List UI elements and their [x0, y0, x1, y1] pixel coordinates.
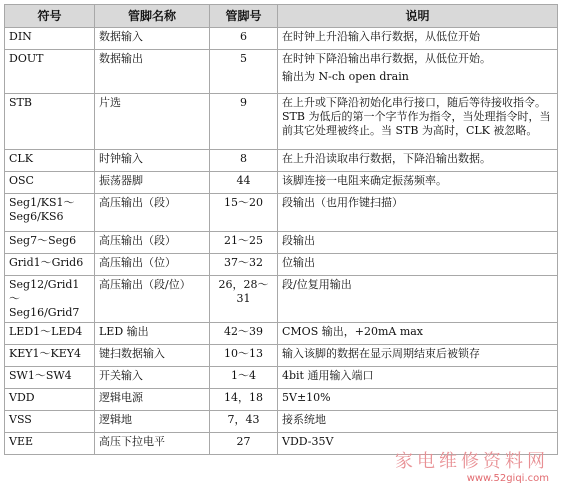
description-line: 段输出（也用作键扫描） [282, 196, 403, 209]
pin-name-cell: 高压输出（段） [95, 232, 210, 254]
table-row [5, 194, 558, 232]
pin-name-cell: 时钟输入 [95, 150, 210, 172]
pin-name-cell: 高压下拉电平 [95, 433, 210, 455]
pin-number-cell: 5 [210, 50, 278, 94]
description-line: 位输出 [282, 256, 315, 269]
symbol-cell: SW1～SW4 [5, 367, 95, 389]
description-line: 5V±10% [282, 391, 331, 404]
description-cell [278, 411, 558, 433]
pin-number-cell: 6 [210, 28, 278, 50]
symbol-cell: Grid1～Grid6 [5, 254, 95, 276]
description-cell [278, 254, 558, 276]
pin-name-cell: 片选 [95, 94, 210, 150]
pin-name-cell: 数据输出 [95, 50, 210, 94]
pin-name-cell: 逻辑地 [95, 411, 210, 433]
watermark-url: www.52giqi.com [466, 473, 549, 484]
description-line: 4bit 通用输入端口 [282, 369, 374, 382]
symbol-cell: Seg7～Seg6 [5, 232, 95, 254]
pin-number-cell: 14，18 [210, 389, 278, 411]
table-row [5, 94, 558, 150]
description-cell [278, 276, 558, 323]
pin-name-cell: 高压输出（段） [95, 194, 210, 232]
symbol-cell: LED1～LED4 [5, 323, 95, 345]
description-line: 在时钟上升沿输入串行数据，从低位开始 [282, 30, 480, 43]
header-pin-number: 管脚号 [210, 5, 278, 28]
pin-number-cell: 37～32 [210, 254, 278, 276]
table-row [5, 50, 558, 94]
description-line: 输入该脚的数据在显示周期结束后被锁存 [282, 347, 480, 360]
symbol-cell: VSS [5, 411, 95, 433]
header-pin-name: 管脚名称 [95, 5, 210, 28]
table-row [5, 172, 558, 194]
table-body [5, 28, 558, 455]
pin-number-cell: 8 [210, 150, 278, 172]
table-header-row [5, 5, 558, 28]
pin-name-cell: 键扫数据输入 [95, 345, 210, 367]
description-cell [278, 367, 558, 389]
table-row [5, 276, 558, 323]
symbol-cell: CLK [5, 150, 95, 172]
description-cell [278, 345, 558, 367]
description-line: 该脚连接一电阻来确定振荡频率。 [282, 174, 447, 187]
pin-number-cell: 44 [210, 172, 278, 194]
pin-number-cell: 42～39 [210, 323, 278, 345]
header-description: 说明 [278, 5, 558, 28]
table-row [5, 150, 558, 172]
description-line: 在上升或下降沿初始化串行接口，随后等待接收指令。STB 为低后的第一个字节作为指令，当处理指令时，当前其它处理被终止。当 STB 为高时，CLK 被忽略。 [282, 96, 551, 137]
table-row [5, 254, 558, 276]
table-row [5, 232, 558, 254]
description-line: 接系统地 [282, 413, 326, 426]
table-row [5, 433, 558, 455]
pin-number-cell: 9 [210, 94, 278, 150]
description-cell [278, 433, 558, 455]
symbol-cell: Seg12/Grid1～Seg16/Grid7 [5, 276, 95, 323]
watermark-title: 家电维修资料网 [395, 451, 549, 472]
description-cell [278, 389, 558, 411]
table-row [5, 411, 558, 433]
pin-number-cell: 1～4 [210, 367, 278, 389]
pin-number-cell: 10～13 [210, 345, 278, 367]
pin-name-cell: LED 输出 [95, 323, 210, 345]
pin-name-cell: 数据输入 [95, 28, 210, 50]
description-cell [278, 172, 558, 194]
pin-description-table [4, 4, 558, 455]
description-line: VDD-35V [282, 435, 334, 448]
pin-name-cell: 开关输入 [95, 367, 210, 389]
description-cell [278, 323, 558, 345]
pin-name-cell: 高压输出（位） [95, 254, 210, 276]
table-row [5, 323, 558, 345]
description-cell [278, 28, 558, 50]
description-cell [278, 94, 558, 150]
description-line: 段输出 [282, 234, 315, 247]
description-cell [278, 194, 558, 232]
symbol-cell: DIN [5, 28, 95, 50]
pin-number-cell: 27 [210, 433, 278, 455]
table-row [5, 367, 558, 389]
pin-name-cell: 逻辑电源 [95, 389, 210, 411]
pin-number-cell: 21～25 [210, 232, 278, 254]
pin-name-cell: 高压输出（段/位） [95, 276, 210, 323]
pin-number-cell: 15～20 [210, 194, 278, 232]
description-line: CMOS 输出，+20mA max [282, 325, 424, 338]
description-line: 在时钟下降沿输出串行数据，从低位开始。 [282, 52, 491, 65]
pin-name-cell: 振荡器脚 [95, 172, 210, 194]
table-row [5, 389, 558, 411]
description-line: 段/位复用输出 [282, 278, 352, 291]
symbol-cell: DOUT [5, 50, 95, 94]
description-cell [278, 150, 558, 172]
description-cell [278, 232, 558, 254]
symbol-cell: Seg1/KS1～Seg6/KS6 [5, 194, 95, 232]
symbol-cell: STB [5, 94, 95, 150]
description-line: 在上升沿读取串行数据，下降沿输出数据。 [282, 152, 491, 165]
symbol-cell: OSC [5, 172, 95, 194]
pin-number-cell: 7，43 [210, 411, 278, 433]
table-row [5, 28, 558, 50]
symbol-cell: VEE [5, 433, 95, 455]
description-line: 输出为 N-ch open drain [282, 70, 409, 83]
symbol-cell: VDD [5, 389, 95, 411]
header-symbol: 符号 [5, 5, 95, 28]
pin-number-cell: 26，28～31 [210, 276, 278, 323]
description-cell [278, 50, 558, 94]
table-row [5, 345, 558, 367]
symbol-cell: KEY1～KEY4 [5, 345, 95, 367]
